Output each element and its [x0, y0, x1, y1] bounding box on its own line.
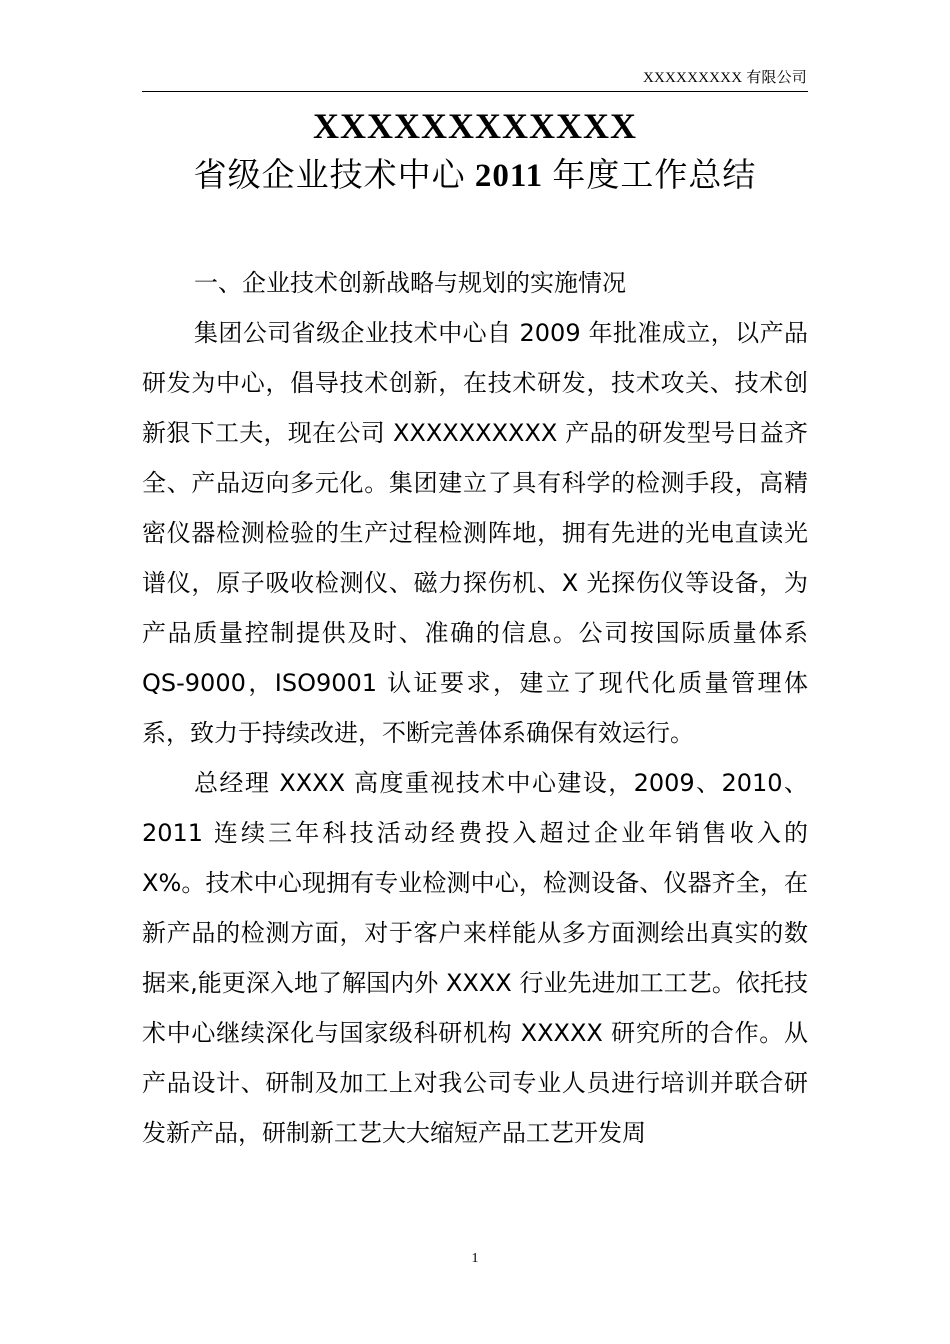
- page-number: 1: [471, 1251, 479, 1266]
- section-heading: 一、企业技术创新战略与规划的实施情况: [194, 269, 626, 297]
- title-year: 2011: [474, 158, 544, 194]
- header-divider: [142, 91, 808, 92]
- title-suffix: 年度工作总结: [543, 158, 757, 194]
- body-paragraph: 总经理 XXXX 高度重视技术中心建设，2009、2010、2011 连续三年科技活动经费投入超过企业年销售收入的 X%。技术中心现拥有专业检测中心，检测设备、仪器齐全，在新产品的检测方面，对于客户来样能从多方面测绘出真实的数据来,能更深入地了解国内外 XXXX 行业先进加工工艺。依托技术中心继续深化与国家级科研机构 XXXXX 研究所的合作。从产品设计、研制及加工上对我公司专业人员进行培训并联合研发新产品，研制新工艺大大缩短产品工艺开发周: [142, 769, 808, 1147]
- document-body: [142, 258, 808, 1158]
- title-prefix: 省级企业技术中心: [193, 158, 475, 194]
- document-title: [0, 150, 950, 202]
- document-title-company: XXXXXXXXXXXX: [313, 106, 637, 146]
- page-header-company: XXXXXXXXX 有限公司: [642, 70, 807, 86]
- body-paragraph: 集团公司省级企业技术中心自 2009 年批准成立，以产品研发为中心，倡导技术创新，在技术研发，技术攻关、技术创新狠下工夫，现在公司 XXXXXXXXXX 产品的研发型号日益齐全、产品迈向多元化。集团建立了具有科学的检测手段，高精密仪器检测检验的生产过程检测阵地，拥有先进的光电直读光谱仪，原子吸收检测仪、磁力探伤机、X 光探伤仪等设备，为产品质量控制提供及时、准确的信息。公司按国际质量体系 QS-9000，ISO9001 认证要求，建立了现代化质量管理体系，致力于持续改进，不断完善体系确保有效运行。: [142, 319, 808, 747]
